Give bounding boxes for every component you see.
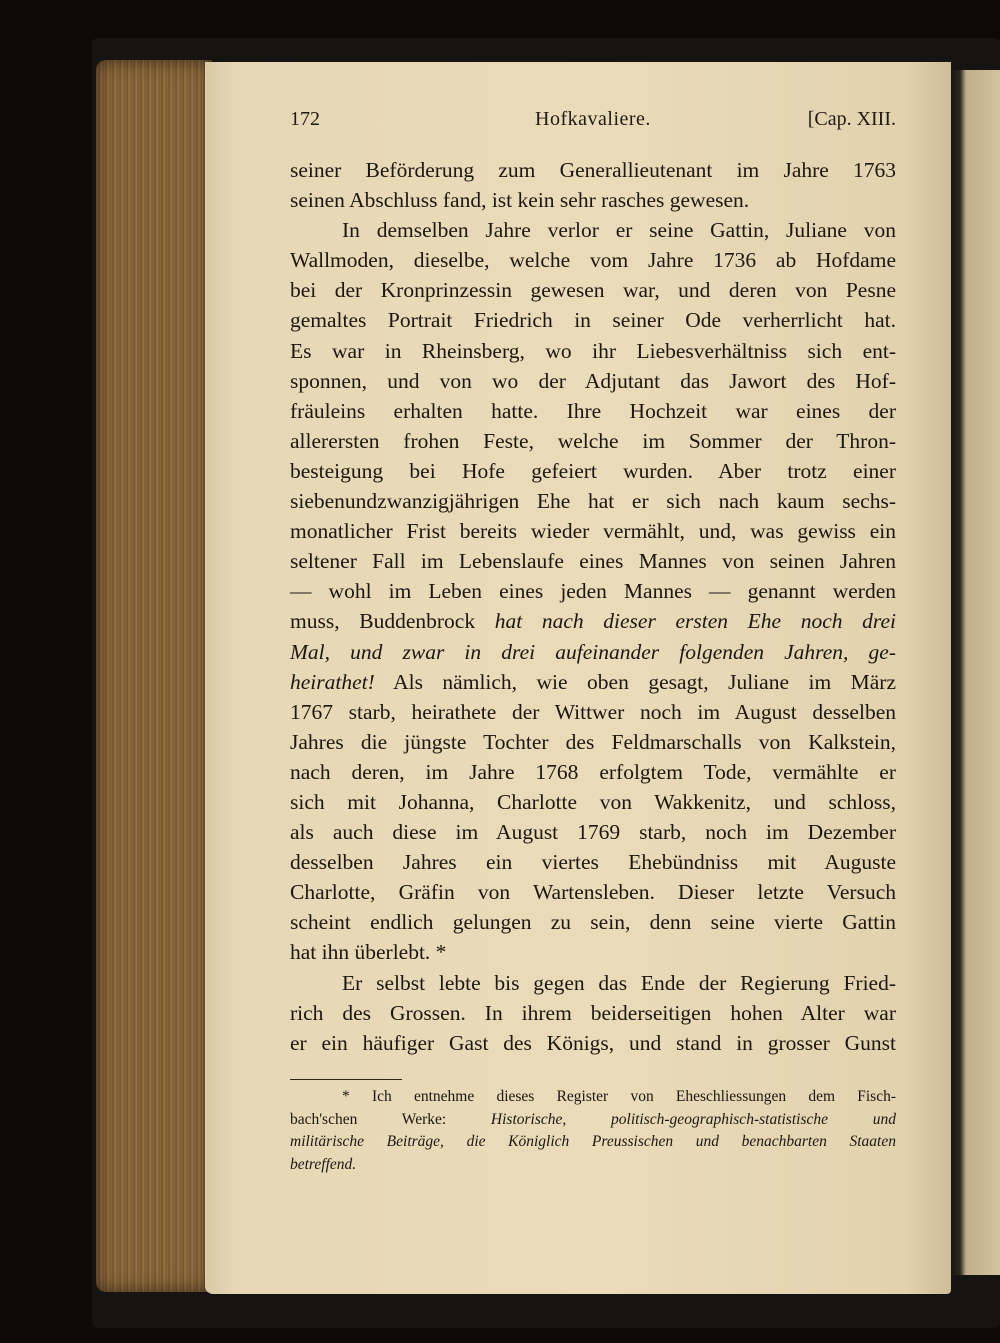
- text-line: Jahres die jüngste Tochter des Feldmarschalls von Kalkstein,: [290, 729, 896, 754]
- text-line: als auch diese im August 1769 starb, noch im Dezember: [290, 820, 896, 845]
- text-line: Es war in Rheinsberg, wo ihr Liebesverhältniss sich ent-: [290, 338, 896, 363]
- text-line: nach deren, im Jahre 1768 erfolgtem Tode, vermählte er: [290, 759, 896, 784]
- text-line: Charlotte, Gräfin von Wartensleben. Dieser letzte Versuch: [290, 880, 896, 905]
- footnote: [290, 1086, 896, 1176]
- footnote-rule: [290, 1079, 402, 1080]
- text-run: muss, Buddenbrock: [290, 609, 495, 634]
- text-line: sich mit Johanna, Charlotte von Wakkenitz, und schloss,: [290, 789, 896, 814]
- text-run: bach'schen Werke:: [290, 1110, 491, 1128]
- paragraph-start: Er selbst lebte bis gegen das Ende der Regierung Fried-: [342, 970, 896, 995]
- text-line: rich des Grossen. In ihrem beiderseitigen hohen Alter war: [290, 1000, 896, 1025]
- text-line: gemaltes Portrait Friedrich in seiner Ode verherrlicht hat.: [290, 308, 896, 333]
- italic-line: Mal, und zwar in drei aufeinander folgenden Jahren, ge-: [290, 639, 896, 664]
- footnote-line: militärische Beiträge, die Königlich Preussischen und benachbarten Staaten: [290, 1133, 896, 1150]
- next-page-edge: [952, 70, 1000, 1275]
- text-line: seltener Fall im Lebenslaufe eines Mannes von seinen Jahren: [290, 549, 896, 574]
- text-line: seinen Abschluss fand, ist kein sehr rasches gewesen.: [290, 188, 750, 213]
- page-number: 172: [290, 108, 320, 130]
- text-line: [290, 606, 896, 636]
- italic-run: hat nach dieser ersten Ehe noch drei: [494, 609, 897, 634]
- text-run: Als nämlich, wie oben gesagt, Juliane im März: [374, 669, 896, 694]
- text-line: allerersten frohen Feste, welche im Sommer der Thron-: [290, 428, 896, 453]
- text-line: — wohl im Leben eines jeden Mannes — genannt werden: [290, 579, 896, 604]
- italic-run: heirathet!: [290, 669, 375, 694]
- paragraph-start: In demselben Jahre verlor er seine Gattin, Juliane von: [342, 218, 896, 243]
- running-header: [290, 108, 896, 138]
- text-line: hat ihn überlebt. *: [290, 940, 447, 965]
- text-line: monatlicher Frist bereits wieder vermählt, und, was gewiss ein: [290, 519, 896, 544]
- running-title: Hofkavaliere.: [535, 108, 651, 130]
- body-text: [290, 155, 896, 1058]
- page-edges: [96, 60, 212, 1292]
- text-line: bei der Kronprinzessin gewesen war, und deren von Pesne: [290, 278, 896, 303]
- footnote-line: [290, 1109, 896, 1132]
- chapter-label: [Cap. XIII.: [807, 108, 896, 130]
- footnote-line: betreffend.: [290, 1155, 357, 1173]
- footnote-line: * Ich entnehme dieses Register von Eheschliessungen dem Fisch-: [342, 1088, 896, 1105]
- text-line: Wallmoden, dieselbe, welche vom Jahre 1736 ab Hofdame: [290, 248, 896, 273]
- text-line: seiner Beförderung zum Generallieutenant im Jahre 1763: [290, 158, 896, 182]
- text-line: 1767 starb, heirathete der Wittwer noch im August desselben: [290, 699, 896, 724]
- text-line: [290, 667, 896, 697]
- text-line: desselben Jahres ein viertes Ehebündniss mit Auguste: [290, 850, 896, 875]
- text-line: siebenundzwanzigjährigen Ehe hat er sich nach kaum sechs-: [290, 489, 896, 514]
- text-line: er ein häufiger Gast des Königs, und stand in grosser Gunst: [290, 1030, 896, 1055]
- text-line: besteigung bei Hofe gefeiert wurden. Aber trotz einer: [290, 458, 896, 483]
- italic-run: Historische, politisch-geographisch-statistische und: [490, 1110, 896, 1128]
- text-line: fräuleins erhalten hatte. Ihre Hochzeit war eines der: [290, 398, 896, 423]
- text-line: scheint endlich gelungen zu sein, denn seine vierte Gattin: [290, 910, 896, 935]
- text-line: sponnen, und von wo der Adjutant das Jawort des Hof-: [290, 368, 896, 393]
